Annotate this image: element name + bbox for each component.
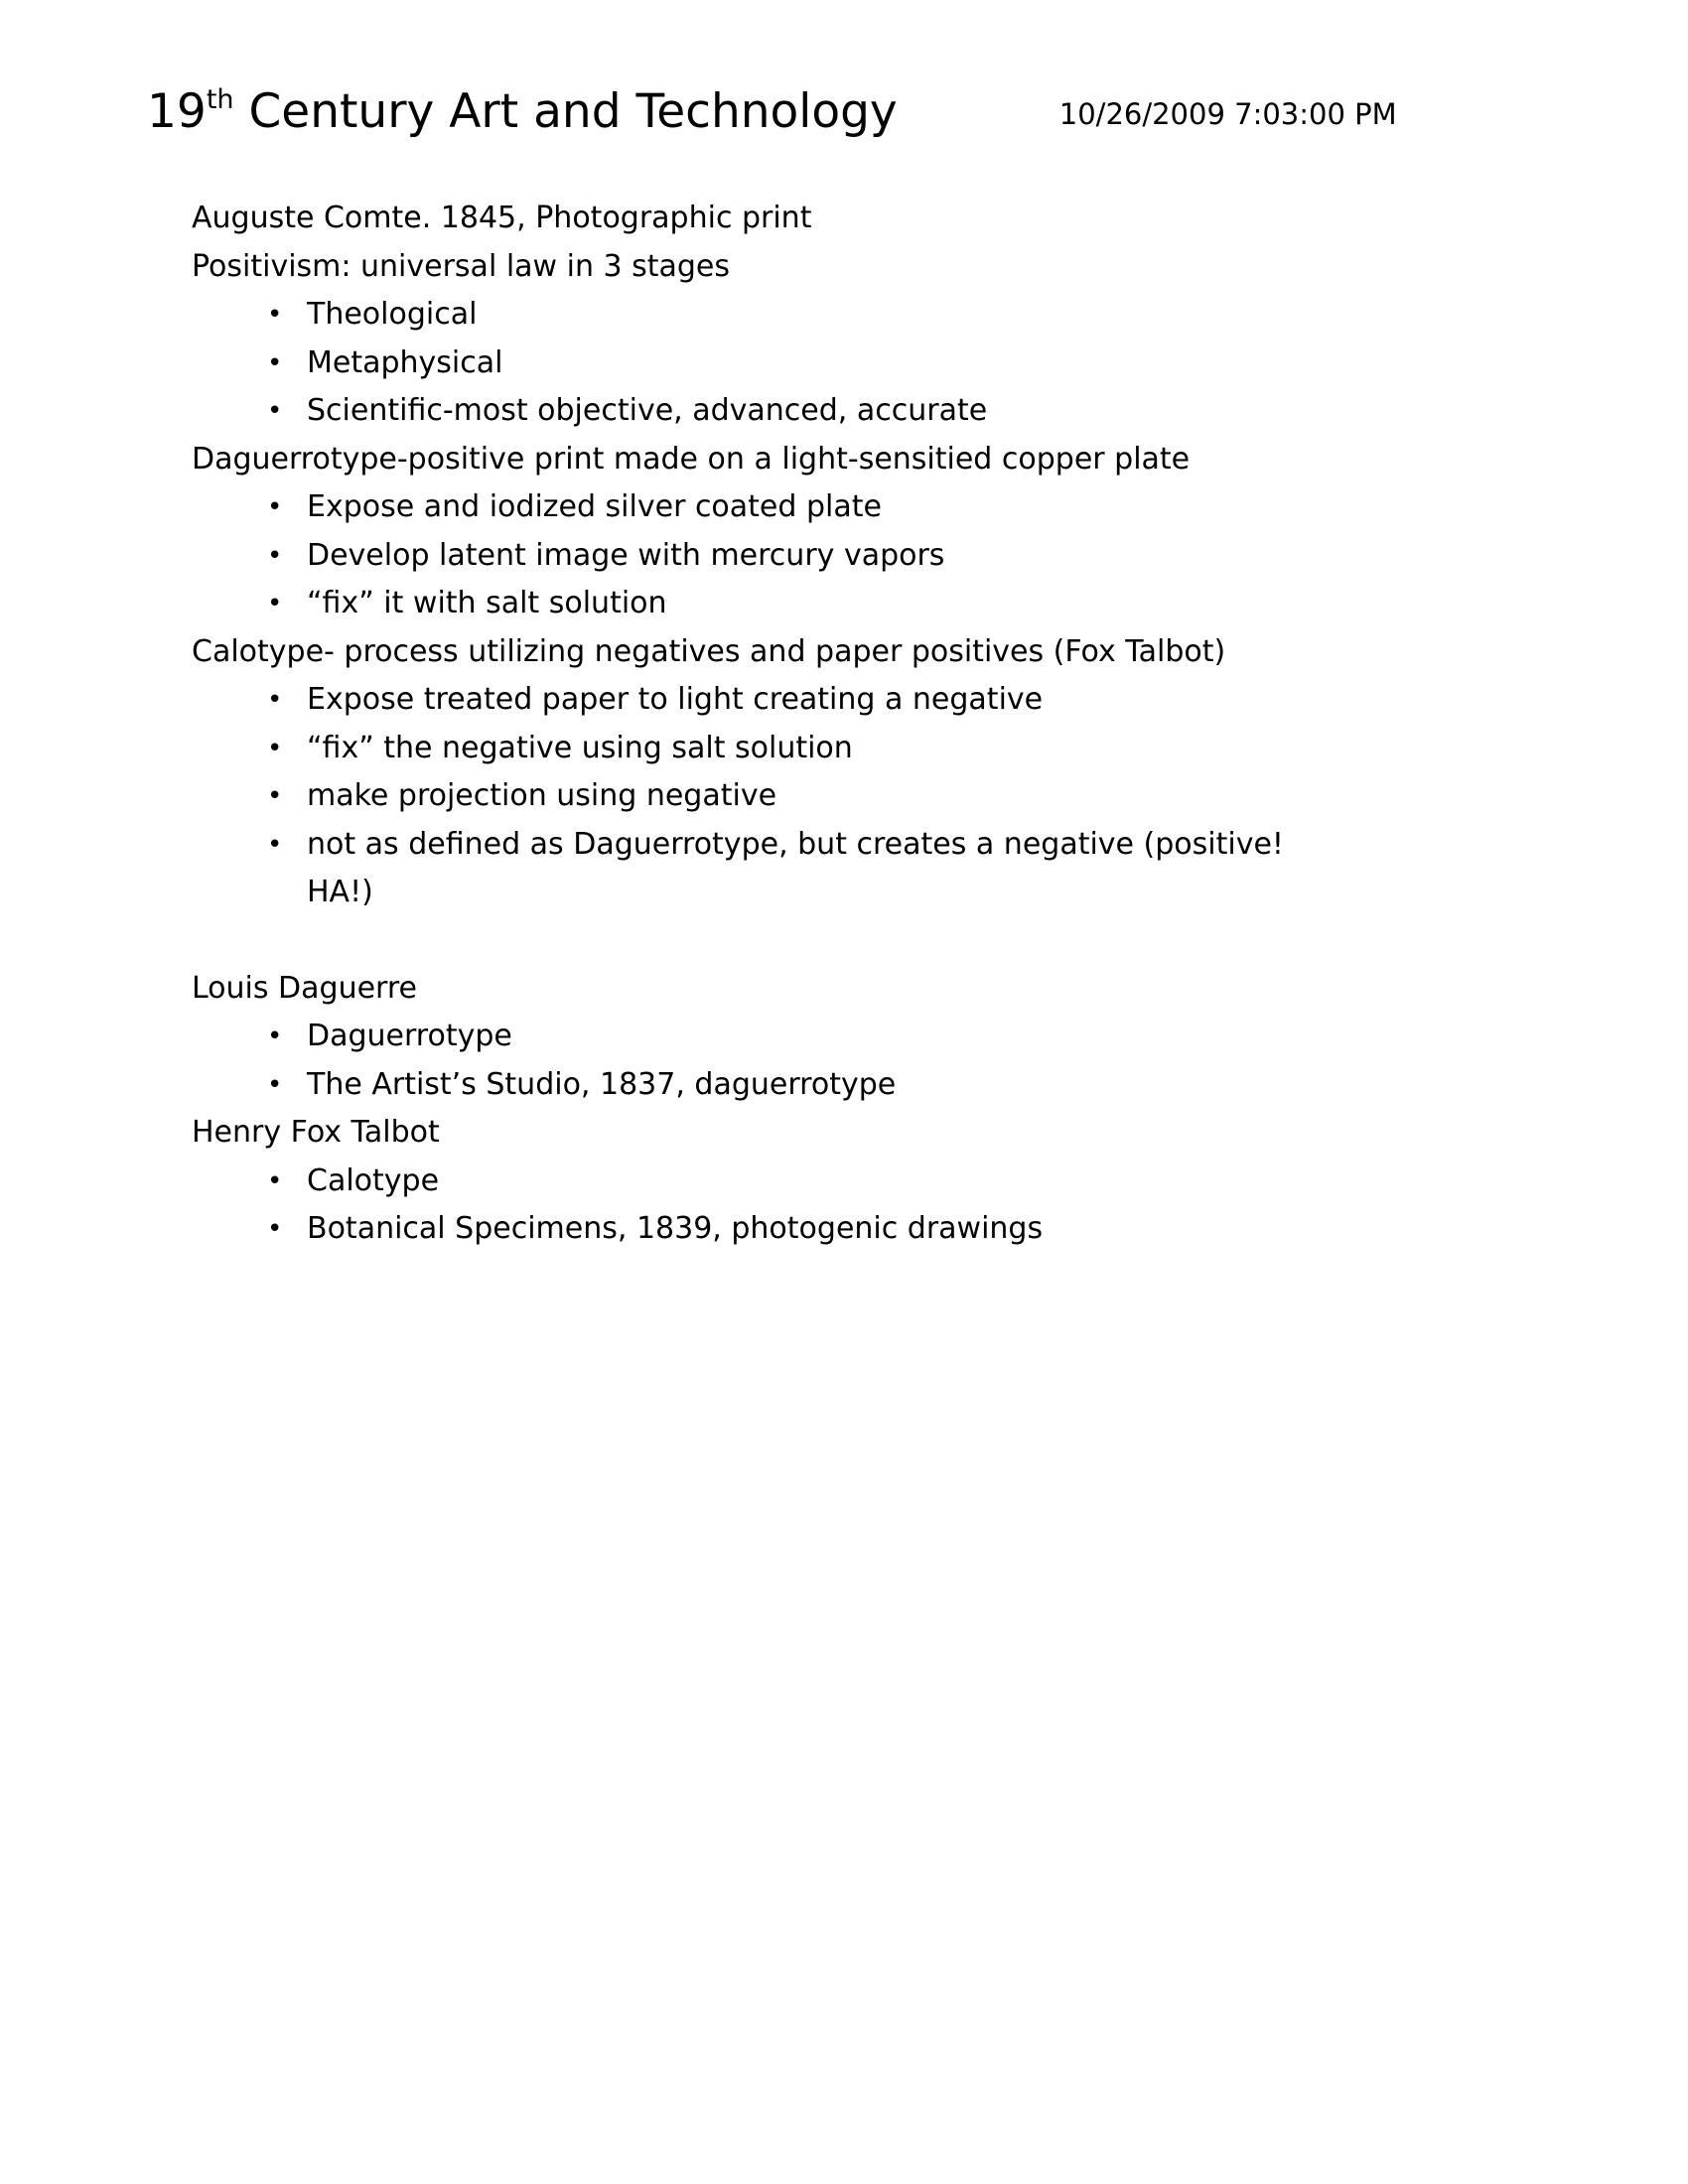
bullet-dot-icon: • (267, 300, 283, 330)
page-title-number: 19 (147, 84, 207, 139)
list-item-label: “fix” the negative using salt solution (307, 730, 853, 765)
list-item (192, 340, 1542, 388)
bullet-dot-icon: • (267, 1069, 283, 1100)
section-heading-line: Daguerrotype-positive print made on a light-sensitied copper plate (192, 441, 1191, 477)
list-item (192, 772, 1542, 821)
list-item (192, 821, 1300, 917)
bullet-dot-icon: • (267, 1022, 283, 1051)
bullet-dot-icon: • (267, 1165, 283, 1196)
bullet-dot-icon: • (267, 396, 283, 426)
list-item (192, 1205, 1542, 1254)
list-item-label: Metaphysical (307, 344, 503, 380)
bullet-dot-icon: • (267, 1214, 283, 1244)
section-henry-fox-talbot (192, 1109, 1542, 1254)
bullet-dot-icon: • (267, 781, 283, 811)
document-body (192, 195, 1542, 1254)
section-heading-line: Auguste Comte. 1845, Photographic print (192, 201, 812, 235)
list-item (192, 1061, 1542, 1110)
list-item-label: Develop latent image with mercury vapors (307, 537, 945, 573)
list-item (192, 532, 1542, 581)
section-heading-line: Calotype- process utilizing negatives and paper positives (Fox Talbot) (192, 633, 1226, 669)
list-item-label: Daguerrotype (307, 1019, 512, 1053)
section-heading-line: Henry Fox Talbot (192, 1115, 440, 1150)
list-item-label: The Artist’s Studio, 1837, daguerrotype (307, 1066, 897, 1102)
list-item-label: Expose and iodized silver coated plate (307, 489, 882, 524)
section-daguerrotype-process (192, 436, 1542, 628)
bullet-list (192, 291, 1542, 436)
document-header (147, 84, 1557, 139)
page-title-rest: Century Art and Technology (233, 84, 898, 139)
bullet-dot-icon: • (267, 733, 283, 763)
page-title (147, 84, 898, 139)
bullet-list (192, 676, 1542, 917)
list-item-label: Botanical Specimens, 1839, photogenic drawings (307, 1211, 1044, 1246)
list-item-label: not as defined as Daguerrotype, but creates a negative (positive! HA!) (307, 826, 1284, 909)
list-item (192, 291, 1542, 340)
date-stamp: 10/26/2009 7:03:00 PM (1058, 97, 1397, 131)
list-item-label: “fix” it with salt solution (307, 586, 667, 620)
list-item (192, 1013, 1542, 1061)
list-item (192, 387, 1542, 436)
bullet-dot-icon: • (267, 829, 283, 860)
list-item-label: make projection using negative (307, 778, 777, 813)
list-item (192, 676, 1542, 725)
list-item (192, 725, 1542, 773)
section-heading-line: Positivism: universal law in 3 stages (192, 248, 731, 284)
section-calotype-process (192, 628, 1542, 917)
list-item-label: Calotype (307, 1162, 440, 1198)
list-item (192, 1158, 1542, 1206)
page-title-ordinal-suffix: th (206, 84, 234, 116)
bullet-dot-icon: • (267, 685, 283, 715)
list-item (192, 580, 1542, 628)
bullet-dot-icon: • (267, 492, 283, 522)
list-item-label: Scientific-most objective, advanced, accurate (307, 393, 988, 428)
section-louis-daguerre (192, 965, 1542, 1110)
list-item (192, 483, 1542, 532)
bullet-dot-icon: • (267, 589, 283, 618)
bullet-list (192, 1158, 1542, 1254)
section-spacer (192, 917, 1542, 965)
list-item-label: Theological (307, 297, 478, 332)
section-auguste-comte (192, 195, 1542, 436)
list-item-label: Expose treated paper to light creating a negative (307, 682, 1044, 717)
bullet-dot-icon: • (267, 540, 283, 571)
bullet-list (192, 1013, 1542, 1109)
bullet-dot-icon: • (267, 347, 283, 378)
section-heading-line: Louis Daguerre (192, 970, 417, 1006)
bullet-list (192, 483, 1542, 628)
